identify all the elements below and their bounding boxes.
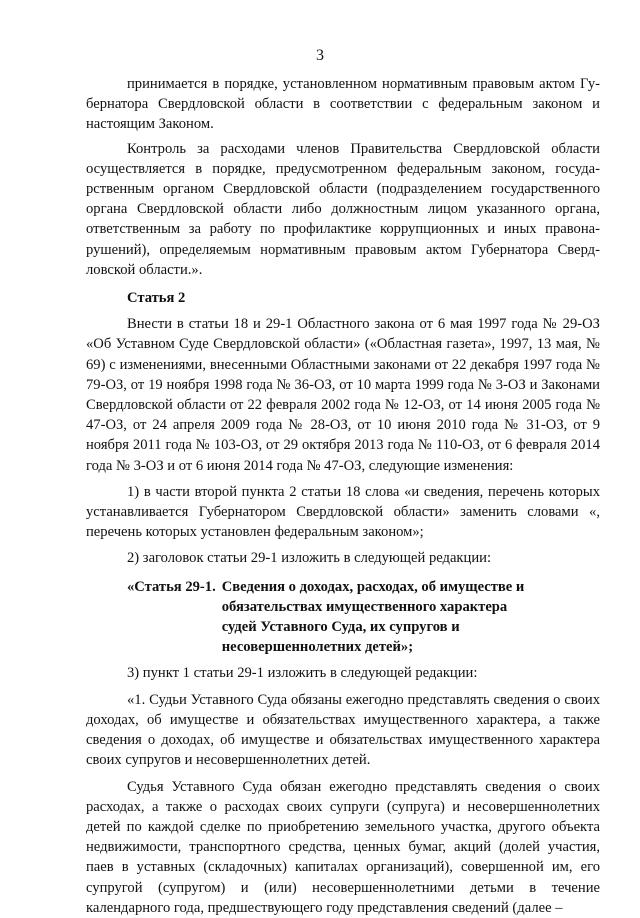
article-heading: Статья 2	[127, 290, 186, 307]
article-title-block	[127, 577, 600, 658]
paragraph-item-3: 3) пункт 1 статьи 29-1 изложить в следующей редакции:	[127, 665, 478, 682]
paragraph-expense-control: Контроль за расходами членов Правительства Свердловской области осуществляется в порядке, предусмотренном федеральным законом, государственным органом Свердловской области (подразделением государственного органа Свердловской области либо должностным лицом указанного органа, ответственным за работу по профилактике коррупционных и иных правонарушений), определяемым нормативным правовым актом Губернатора Свердловской области.».	[86, 140, 600, 278]
paragraph-judges-obligation: «1. Судьи Уставного Суда обязаны ежегодно представлять сведения о своих доходах, об имуществе и обязательствах имущественного характера, а также сведения о доходах, об имуществе и обязательствах имущественного характера своих супругов и несовершеннолетних детей.	[86, 691, 600, 769]
article-number: «Статья 29-1.	[127, 578, 216, 595]
paragraph-amendments-intro: Внести в статьи 18 и 29-1 Областного закона от 6 мая 1997 года № 29-ОЗ «Об Уставном Суде Свердловской области» («Областная газета», 1997, 13 мая, № 69) с изменениями, внесенными Областными законами от 22 декабря 1997 года № 79-ОЗ, от 19 ноября 1998 года № 36-ОЗ, от 10 марта 1999 года № 3-ОЗ и Законами Свердловской области от 22 февраля 2002 года № 12-ОЗ, от 14 июня 2005 года № 47-ОЗ, от 24 апреля 2009 года № 28-ОЗ, от 10 июня 2010 года № 31-ОЗ, от 9 ноября 2011 года № 103-ОЗ, от 29 октября 2013 года № 110-ОЗ, от 6 февраля 2014 года № 3-ОЗ и от 6 июня 2014 года № 47-ОЗ, следующие изменения:	[86, 316, 600, 474]
paragraph-item-1: 1) в части второй пункта 2 статьи 18 слова «и сведения, перечень которых устанавливается Губернатором Свердловской области» заменить словами «, перечень которых установлен федеральным законом»;	[86, 483, 600, 541]
document-body	[86, 74, 600, 918]
paragraph-continuation: принимается в порядке, установленном нормативным правовым актом Губернатора Свердловской области в соответствии с федеральным законом и настоящим Законом.	[86, 76, 600, 133]
paragraph-item-2: 2) заголовок статьи 29-1 изложить в следующей редакции:	[127, 550, 492, 567]
page-number: 3	[316, 47, 324, 64]
paragraph-expense-reporting: Судья Уставного Суда обязан ежегодно представлять сведения о своих расходах, а также о расходах своих супруги (супруга) и несовершеннолетних детей по каждой сделке по приобретению земельного участка, другого объекта недвижимости, транспортного средства, ценных бумаг, акций (долей участия, паев в уставных (складочных) капиталах организаций), совершенной им, его супругой (супругом) и (или) несовершеннолетними детьми в течение календарного года, предшествующего году представления сведений (далее –	[86, 778, 600, 916]
article-title: Сведения о доходах, расходах, об имуществе и обязательствах имущественного характера судей Уставного Суда, их супругов и несовершеннолетних детей»;	[221, 578, 525, 656]
